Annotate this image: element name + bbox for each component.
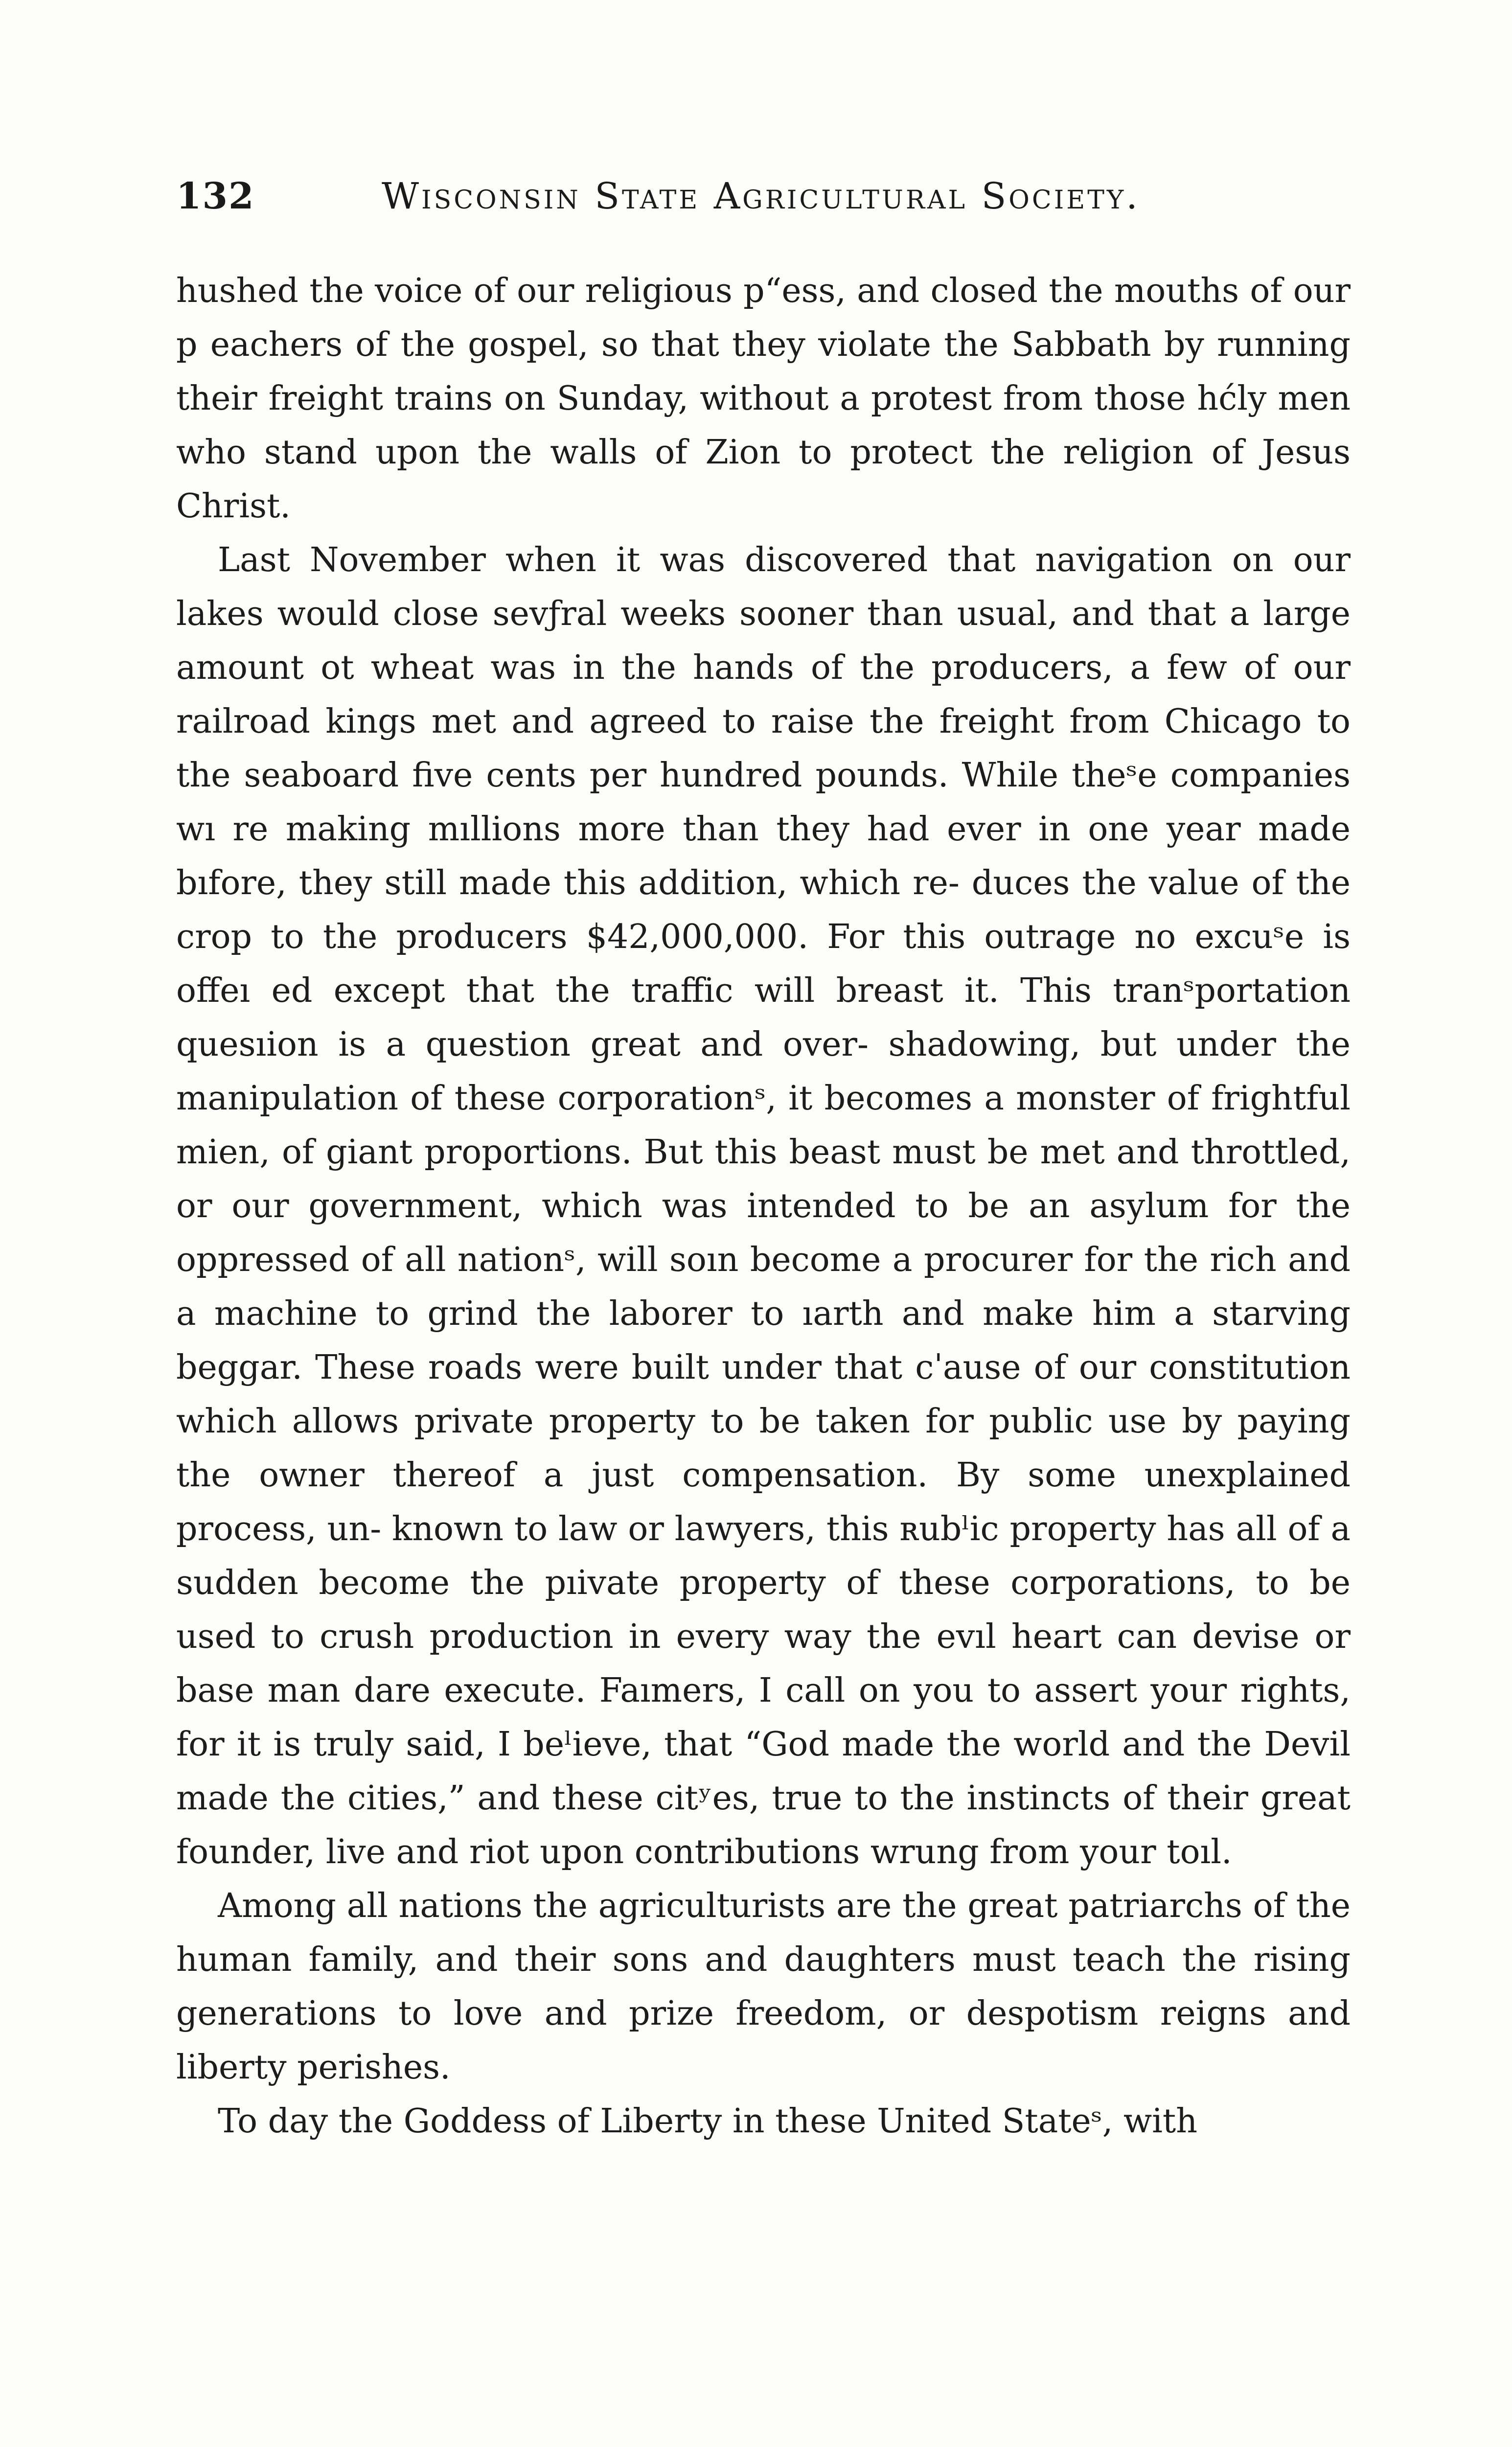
page-header xyxy=(176,175,1351,224)
paragraph-1: hushed the voice of our religious p“ess, and closed the mouths of our p eachers of the gospel, so that they violate the Sаbbath by running their freight trains on Sunday, without a protest from those hćly men who stand upon the walls of Zion to protect the religion of Jesus Christ. xyxy=(176,272,1351,526)
page-number: 132 xyxy=(176,175,255,217)
body-text xyxy=(176,264,1351,2148)
paragraph-4: To day the Goddess of Liberty in these United Stateˢ, with xyxy=(218,2102,1198,2141)
paragraph-3: Among all nations the agriculturists are the great patriarchs of the human family, and their sons and daughters must teach the rising generations to love and prize freedom, or despotism reigns and liberty perishes. xyxy=(176,1887,1351,2087)
paragraph-2: Last November when it was discovered that navigation on our lakes would close sevƒral weeks sooner than usual, and that a large amount ot wheat was in the hands of the producers, a few of our railroad kings met and agreed to raise the freight from Chicago to the seaboard five cents per hundred pounds. While theˢe companies wı re making mıllions more than they had ever in one year made bıfore, they still made this addition, which re- duces the value of the crop to the producers $42,000,000. For this outrage no excuˢe is offeı ed except that the traffic will breast it. This tranˢportation quesıion is a question great and over- shadowing, but under the manipulation of these corporationˢ, it becomes a monster of frightful mien, of giant proportions. But this beast must be met and throttled, or our government, which was intended to be an asylum for the oppressed of all nationˢ, will soın become a procurer for the rich and a machine to grind the laborer to ıarth and make him a starving beggar. These roads were built under that cˈause of our constitution which allows private property to be taken for public use by paying the owner thereof a just compensation. By some unexplained process, un- known to law or lawyers, this ʀubˡic property has all of a sudden become the pıivate property of these corporations, to be used to crush production in every way the evıl heart can devise or base man dare execute. Faımers, I call on you to assert your rights, for it is truly said, I beˡieve, that “God made the world and the Devil made the cities,” and these citʸes, true to the instincts of their great founder, live and riot upon contributions wrung from your toıl. xyxy=(176,541,1351,1871)
running-head: Wisconsin State Agricultural Society. xyxy=(382,175,1140,217)
